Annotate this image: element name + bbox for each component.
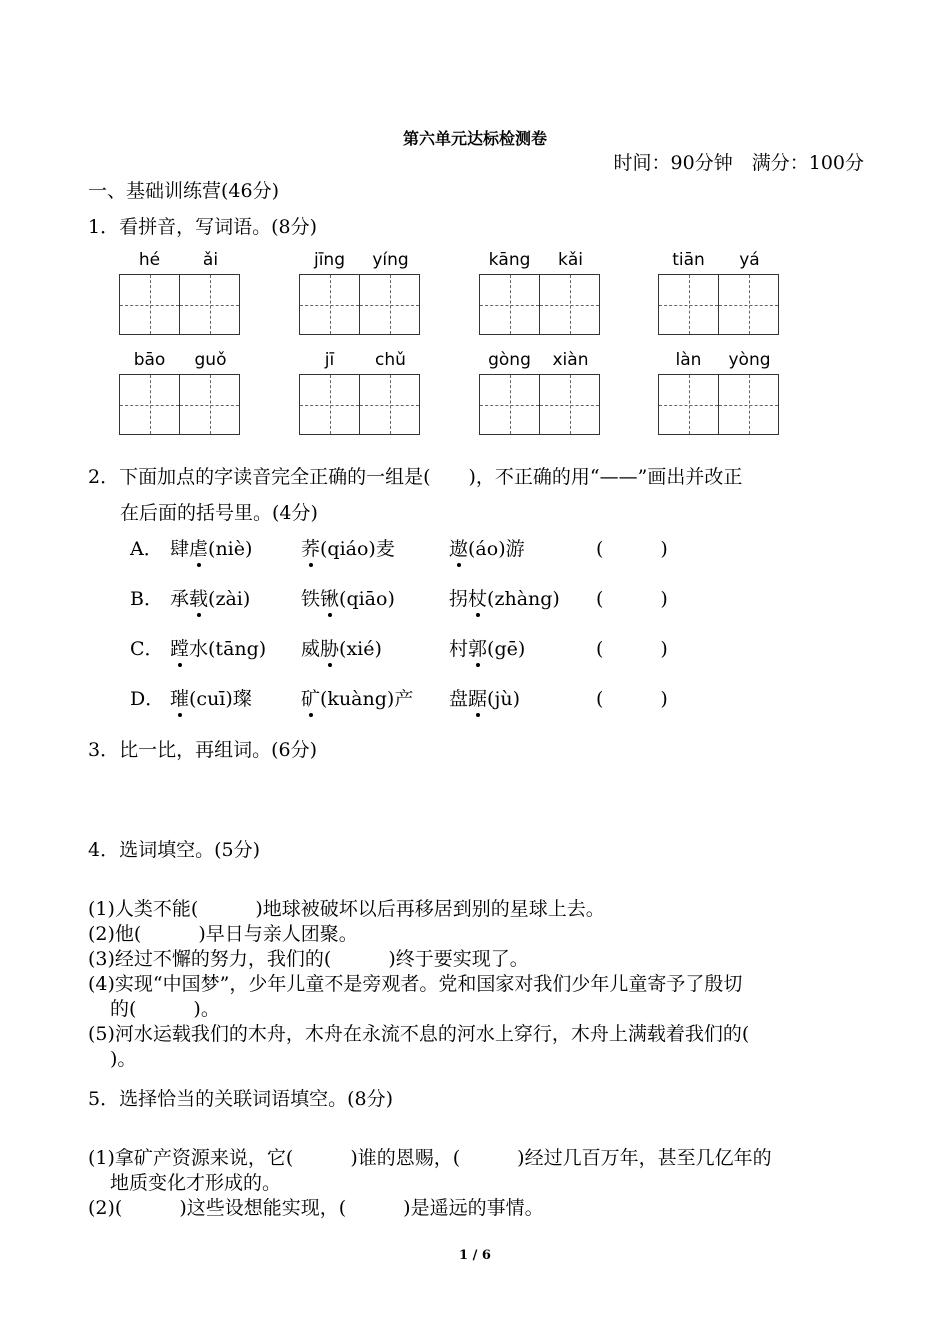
writing-cell[interactable] [539, 375, 599, 434]
writing-cell[interactable] [480, 375, 539, 434]
writing-cell[interactable] [120, 275, 179, 334]
option-item: 矿(kuàng)产 [301, 684, 413, 711]
dotted-char: 蹚 [170, 634, 189, 661]
question-2-line2: 在后面的括号里。(4分) [120, 502, 318, 524]
option-item: 威胁(xié) [301, 634, 382, 661]
question-2-line1: 2．下面加点的字读音完全正确的一组是( )，不正确的用“——”画出并改正 [88, 466, 743, 488]
dotted-char: 锹 [320, 584, 339, 611]
pinyin-syllable: làn [675, 350, 702, 370]
answer-parentheses[interactable]: ( ) [596, 588, 668, 610]
writing-cell[interactable] [539, 275, 599, 334]
pinyin-syllable: ǎi [202, 250, 219, 270]
question-1-label: 1．看拼音，写词语。(8分) [88, 216, 318, 238]
pinyin-syllable: yòng [728, 350, 771, 370]
section-heading: 一、基础训练营(46分) [88, 180, 280, 202]
pinyin-syllable: kǎi [558, 250, 583, 270]
page-number: 1 / 6 [459, 1248, 491, 1263]
option-letter: C． [130, 638, 164, 660]
fill-blank-item: (2)( )这些设想能实现，( )是遥远的事情。 [88, 1197, 544, 1219]
pinyin-syllable: hé [138, 250, 161, 270]
option-item: 拐杖(zhàng) [449, 584, 560, 611]
pinyin-group [119, 350, 241, 435]
pinyin-syllable: chǔ [375, 350, 406, 370]
writing-cell[interactable] [179, 375, 239, 434]
fill-blank-item: (3)经过不懈的努力，我们的( )终于要实现了。 [88, 948, 529, 970]
fill-blank-item: (1)拿矿产资源来说，它( )谁的恩赐，( )经过几百万年，甚至几亿年的 [88, 1147, 772, 1169]
dotted-char: 胁 [320, 634, 339, 661]
writing-grid [299, 274, 420, 335]
option-item: 承载(zài) [170, 584, 250, 611]
dotted-char: 遨 [449, 534, 468, 561]
option-letter: D． [130, 688, 165, 710]
fill-blank-item: 的( )。 [110, 998, 220, 1020]
writing-grid [658, 374, 779, 435]
pinyin-syllable: jīng [313, 250, 345, 270]
pinyin-syllable: guǒ [194, 350, 227, 370]
pinyin-syllable: kāng [488, 250, 531, 270]
option-item: 铁锹(qiāo) [301, 584, 395, 611]
pinyin-group [299, 350, 421, 435]
answer-parentheses[interactable]: ( ) [596, 538, 668, 560]
pinyin-syllable: xiàn [552, 350, 589, 370]
pinyin-group [119, 250, 241, 335]
pinyin-group [658, 350, 780, 435]
pinyin-syllable: tiān [672, 250, 705, 270]
fill-blank-item: (1)人类不能( )地球被破坏以后再移居到别的星球上去。 [88, 898, 605, 920]
fill-blank-item: (4)实现“中国梦”，少年儿童不是旁观者。党和国家对我们少年儿童寄予了殷切 [88, 973, 743, 995]
question-5-label: 5．选择恰当的关联词语填空。(8分) [88, 1088, 394, 1110]
writing-cell[interactable] [120, 375, 179, 434]
option-item: 村郭(gē) [449, 634, 525, 661]
pinyin-group [658, 250, 780, 335]
pinyin-group [479, 350, 601, 435]
dotted-char: 踞 [468, 684, 487, 711]
pinyin-syllable: yá [739, 250, 760, 270]
option-item: 璀(cuī)璨 [170, 684, 252, 711]
question-3-label: 3．比一比，再组词。(6分) [88, 739, 318, 761]
dotted-char: 杖 [468, 584, 487, 611]
writing-cell[interactable] [179, 275, 239, 334]
pinyin-syllable: bāo [133, 350, 166, 370]
writing-cell[interactable] [300, 375, 359, 434]
fill-blank-item: 地质变化才形成的。 [110, 1172, 282, 1194]
option-item: 蹚水(tāng) [170, 634, 266, 661]
writing-grid [119, 374, 240, 435]
option-item: 荞(qiáo)麦 [301, 534, 395, 561]
writing-cell[interactable] [659, 275, 718, 334]
dotted-char: 璀 [170, 684, 189, 711]
writing-cell[interactable] [659, 375, 718, 434]
pinyin-syllable: gòng [488, 350, 531, 370]
pinyin-syllable: yíng [372, 250, 409, 270]
fill-blank-item: )。 [110, 1048, 137, 1070]
fill-blank-item: (2)他( )早日与亲人团聚。 [88, 923, 358, 945]
writing-grid [479, 274, 600, 335]
option-letter: B． [130, 588, 163, 610]
dotted-char: 虐 [189, 534, 208, 561]
time-score-info: 时间：90分钟 满分：100分 [613, 152, 864, 174]
dotted-char: 郭 [468, 634, 487, 661]
question-4-label: 4．选词填空。(5分) [88, 839, 261, 861]
option-letter: A． [130, 538, 163, 560]
answer-parentheses[interactable]: ( ) [596, 638, 668, 660]
writing-cell[interactable] [359, 375, 419, 434]
writing-cell[interactable] [718, 375, 778, 434]
pinyin-syllable: jī [324, 350, 335, 370]
dotted-char: 荞 [301, 534, 320, 561]
dotted-char: 矿 [301, 684, 320, 711]
answer-parentheses[interactable]: ( ) [596, 688, 668, 710]
writing-grid [299, 374, 420, 435]
writing-grid [119, 274, 240, 335]
option-item: 盘踞(jù) [449, 684, 520, 711]
pinyin-group [299, 250, 421, 335]
pinyin-group [479, 250, 601, 335]
writing-cell[interactable] [300, 275, 359, 334]
option-item: 肆虐(niè) [170, 534, 252, 561]
fill-blank-item: (5)河水运载我们的木舟，木舟在永流不息的河水上穿行，木舟上满载着我们的( [88, 1023, 750, 1045]
option-item: 遨(áo)游 [449, 534, 525, 561]
dotted-char: 载 [189, 584, 208, 611]
writing-grid [658, 274, 779, 335]
page-title: 第六单元达标检测卷 [402, 129, 547, 148]
writing-cell[interactable] [718, 275, 778, 334]
writing-grid [479, 374, 600, 435]
writing-cell[interactable] [359, 275, 419, 334]
writing-cell[interactable] [480, 275, 539, 334]
